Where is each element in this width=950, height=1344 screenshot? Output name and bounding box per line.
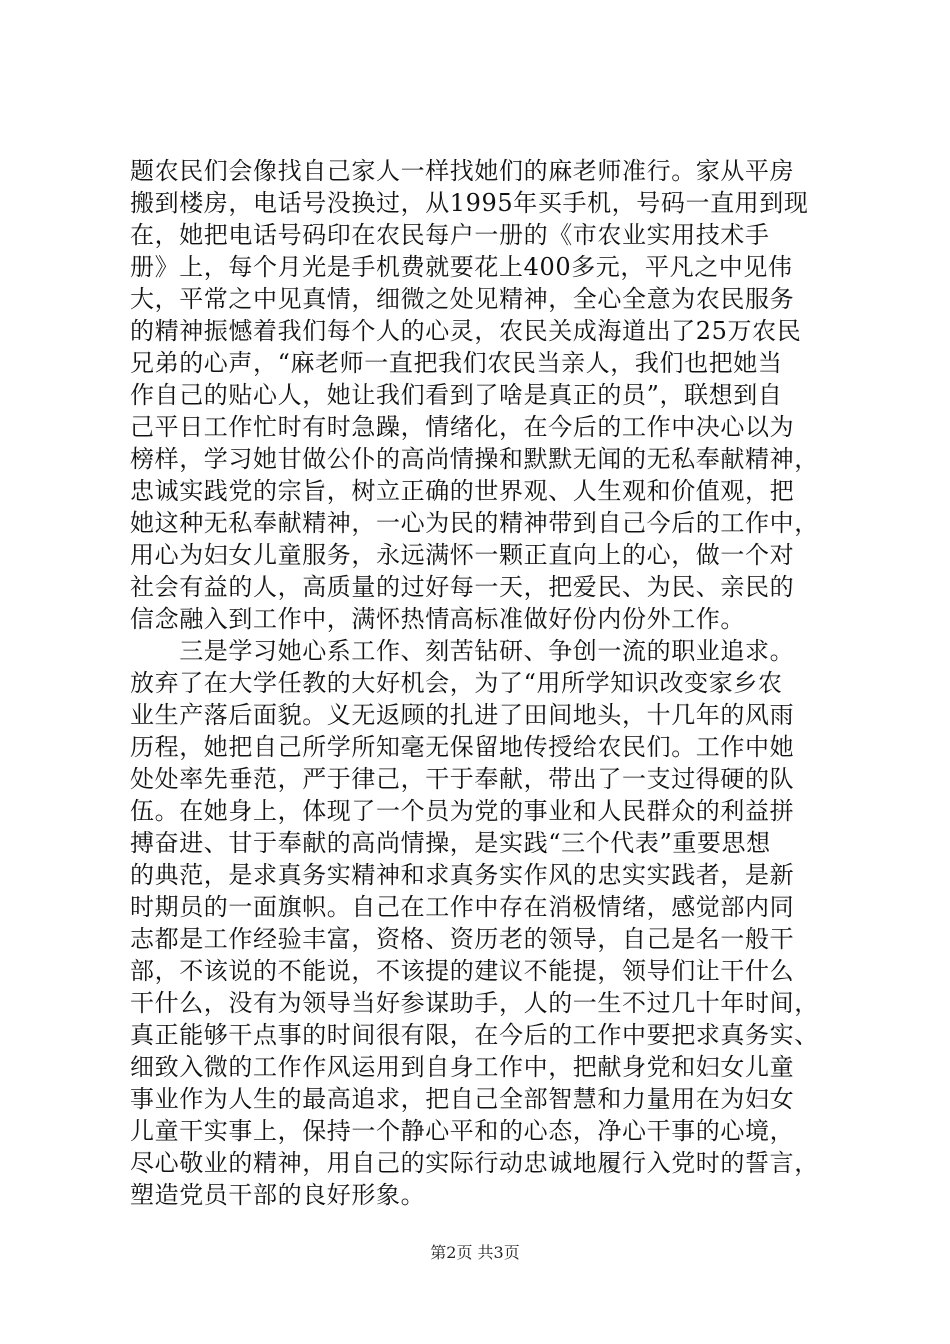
text-line: 塑造党员干部的良好形象。: [130, 1181, 426, 1209]
text-line: 己平日工作忙时有时急躁，情绪化，在今后的工作中决心以为: [130, 413, 795, 441]
text-line: 作自己的贴心人，她让我们看到了啥是真正的员”，联想到自: [130, 381, 783, 409]
text-line: 大，平常之中见真情，细微之处见精神，全心全意为农民服务: [130, 285, 795, 313]
text-line: 部，不该说的不能说，不该提的建议不能提，领导们让干什么: [130, 957, 795, 985]
text-line: 志都是工作经验丰富，资格、资历老的领导，自己是名一般干: [130, 925, 795, 953]
text-line: 处处率先垂范，严于律己，干于奉献，带出了一支过得硬的队: [130, 765, 795, 793]
text-line: 忠诚实践党的宗旨，树立正确的世界观、人生观和价值观，把: [130, 477, 795, 505]
text-line: 时期员的一面旗帜。自己在工作中存在消极情绪，感觉部内同: [130, 893, 795, 921]
text-line: 用心为妇女儿童服务，永远满怀一颗正直向上的心，做一个对: [130, 541, 795, 569]
text-line: 细致入微的工作作风运用到自身工作中，把献身党和妇女儿童: [130, 1053, 795, 1081]
text-line: 真正能够干点事的时间很有限，在今后的工作中要把求真务实、: [130, 1021, 819, 1049]
text-line: 社会有益的人，高质量的过好每一天，把爱民、为民、亲民的: [130, 573, 795, 601]
text-line: 干什么，没有为领导当好参谋助手，人的一生不过几十年时间，: [130, 989, 819, 1017]
text-line: 信念融入到工作中，满怀热情高标准做好份内份外工作。: [130, 605, 745, 633]
text-line: 的精神振憾着我们每个人的心灵，农民关成海道出了25万农民: [130, 317, 802, 345]
text-line: 搏奋进、甘于奉献的高尚情操，是实践“三个代表”重要思想: [130, 829, 771, 857]
text-line: 榜样，学习她甘做公仆的高尚情操和默默无闻的无私奉献精神，: [130, 445, 819, 473]
text-line: 事业作为人生的最高追求，把自己全部智慧和力量用在为妇女: [130, 1085, 795, 1113]
text-line: 伍。在她身上，体现了一个员为党的事业和人民群众的利益拼: [130, 797, 795, 825]
text-line: 搬到楼房，电话号没换过，从1995年买手机，号码一直用到现: [130, 189, 809, 217]
text-line: 历程，她把自己所学所知毫无保留地传授给农民们。工作中她: [130, 733, 795, 761]
text-line: 题农民们会像找自己家人一样找她们的麻老师准行。家从平房: [130, 157, 795, 185]
text-line: 儿童干实事上，保持一个静心平和的心态，净心干事的心境，: [130, 1117, 795, 1145]
text-line: 业生产落后面貌。义无返顾的扎进了田间地头，十几年的风雨: [130, 701, 795, 729]
text-line: 的典范，是求真务实精神和求真务实作风的忠实实践者，是新: [130, 861, 795, 889]
text-line: 兄弟的心声，“麻老师一直把我们农民当亲人，我们也把她当: [130, 349, 783, 377]
text-line: 三是学习她心系工作、刻苦钻研、争创一流的职业追求。: [130, 637, 795, 665]
document-body: [130, 155, 830, 1211]
text-line: 尽心敬业的精神，用自己的实际行动忠诚地履行入党时的誓言，: [130, 1149, 819, 1177]
text-line: 她这种无私奉献精神，一心为民的精神带到自己今后的工作中，: [130, 509, 819, 537]
page-number-footer: 第2页 共3页: [430, 1243, 520, 1262]
text-line: 放弃了在大学任教的大好机会，为了“用所学知识改变家乡农: [130, 669, 783, 697]
text-line: 册》上，每个月光是手机费就要花上400多元，平凡之中见伟: [130, 253, 793, 281]
text-line: 在，她把电话号码印在农民每户一册的《市农业实用技术手: [130, 221, 770, 249]
